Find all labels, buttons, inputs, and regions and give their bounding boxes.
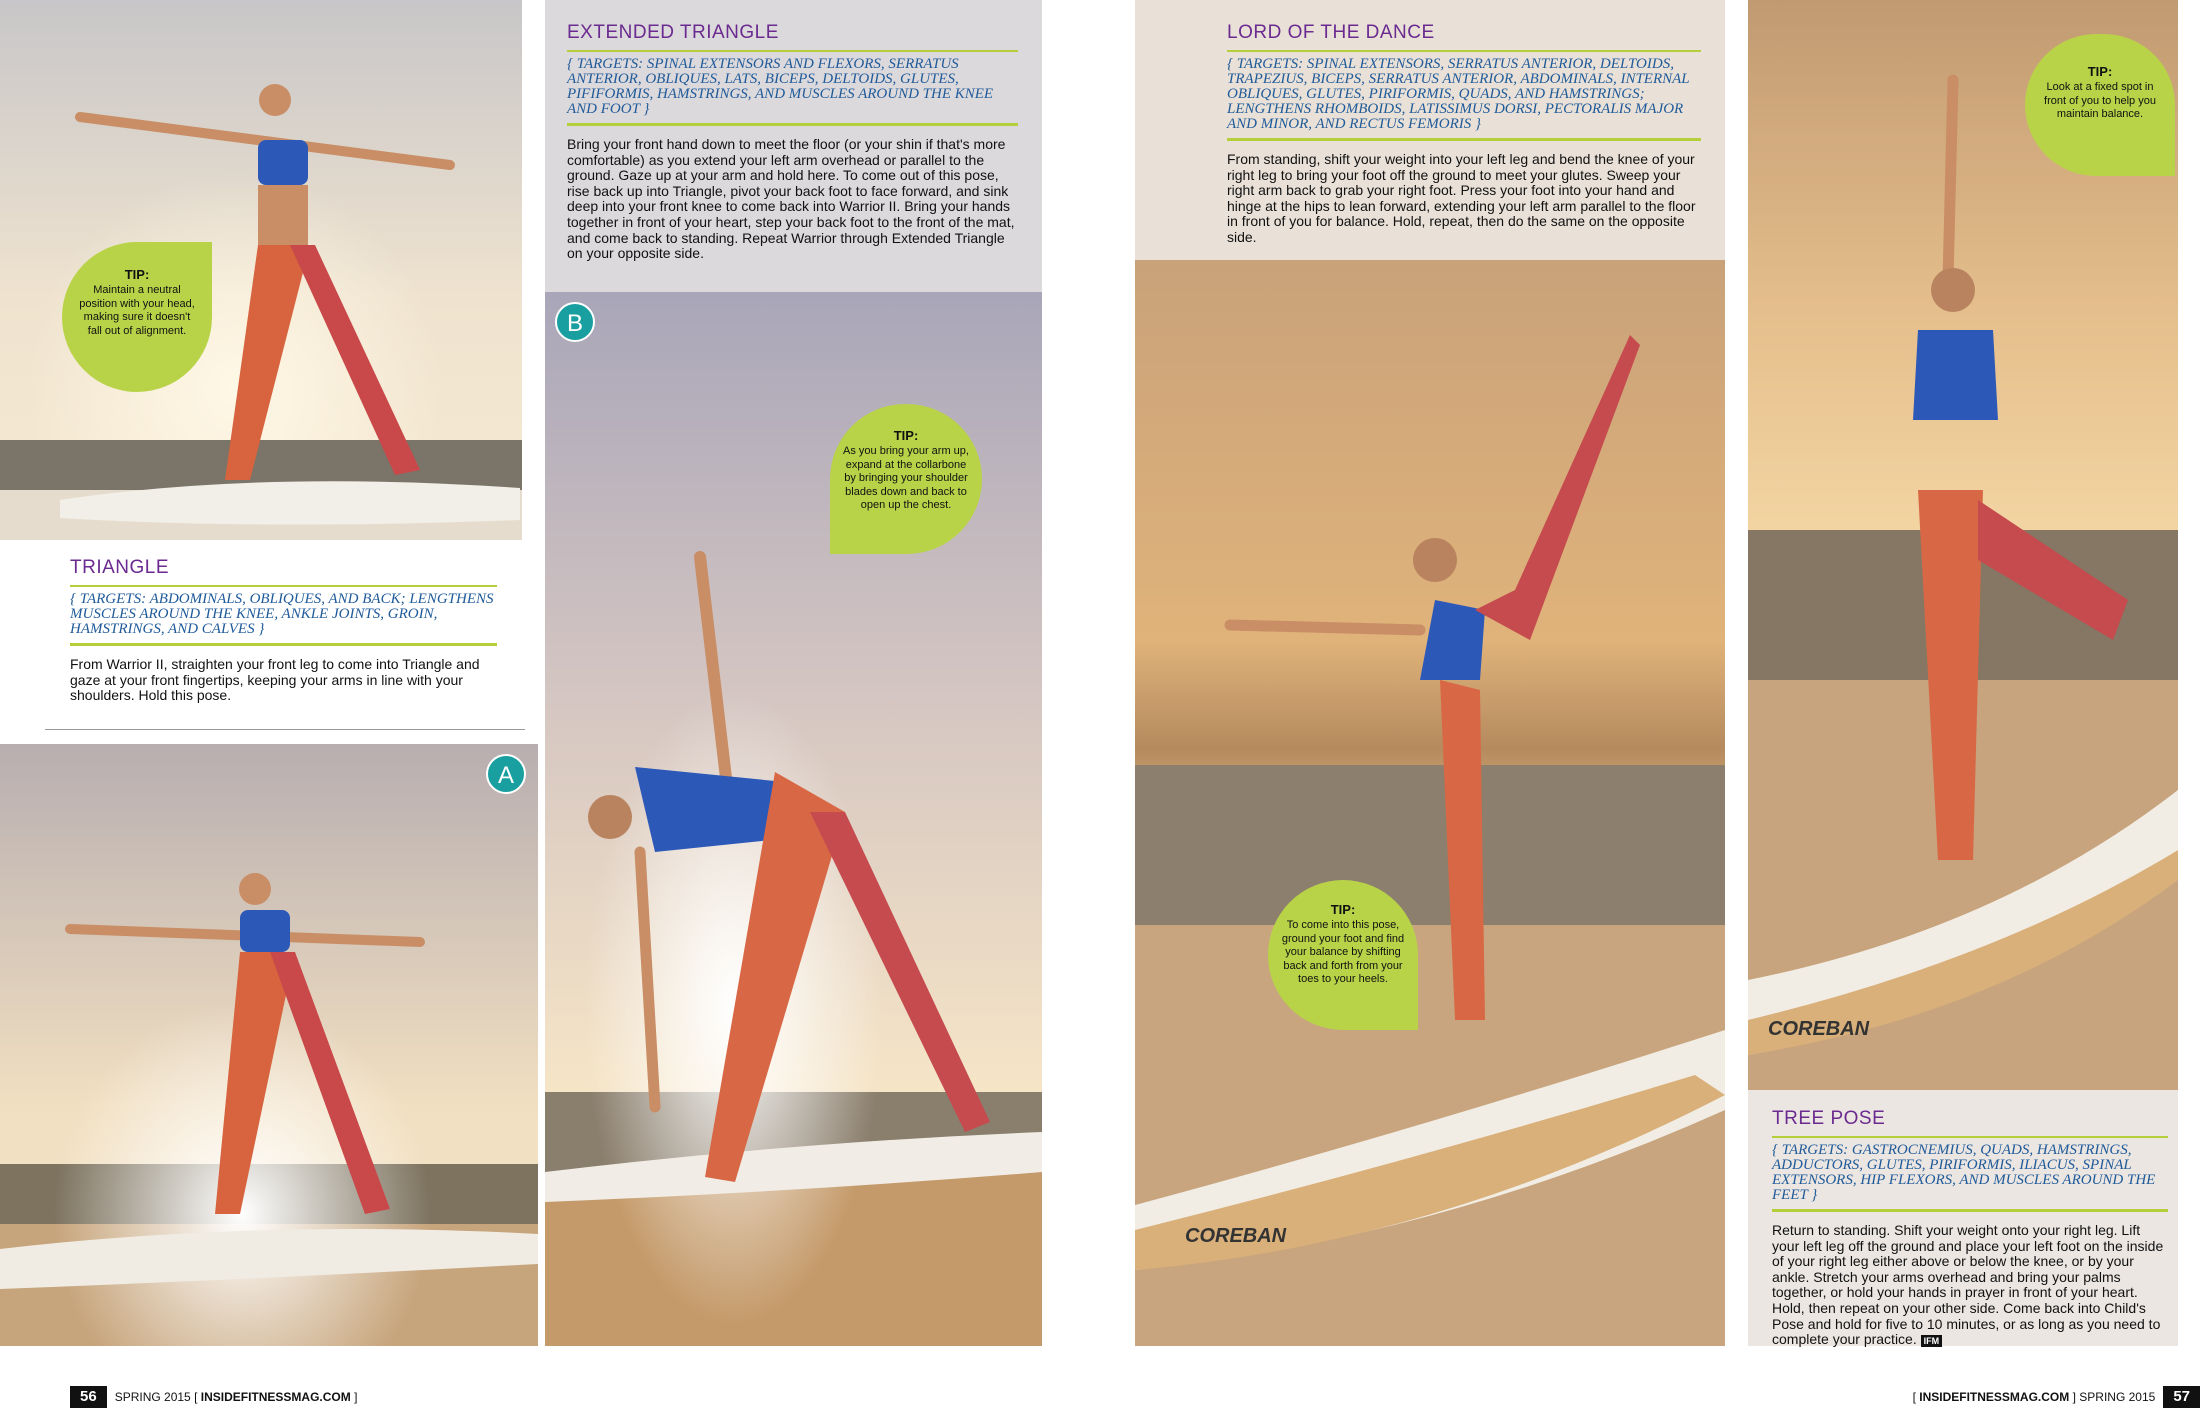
tree-pose-text-panel: [1748, 1090, 2178, 1346]
left-footer-issue: SPRING 2015: [114, 1390, 191, 1404]
triangle-panel-rule: [45, 729, 525, 730]
left-page-number: 56: [70, 1386, 107, 1408]
extended-triangle-targets: { TARGETS: SPINAL EXTENSORS AND FLEXORS, SERRATUS ANTERIOR, OBLIQUES, LATS, BICEPS, DELTOIDS, GLUTES, PIFIFORMIS, HAMSTRINGS, AND MUSCLES AROUND THE KNEE AND FOOT }: [567, 50, 1018, 126]
triangle-tip-text: Maintain a neutral position with your head, making sure it doesn't fall out of alignment.: [79, 284, 195, 337]
lord-of-the-dance-targets: { TARGETS: SPINAL EXTENSORS, SERRATUS ANTERIOR, DELTOIDS, TRAPEZIUS, BICEPS, SERRATUS ANTERIOR, ABDOMINALS, INTERNAL OBLIQUES, GLUTES, PIRIFORMIS, QUADS, AND HAMSTRINGS; LENGTHENS RHOMBOIDS, LATISSIMUS DORSI, PECTORALIS MAJOR AND MINOR, AND RECTUS FEMORIS }: [1227, 50, 1701, 141]
extended-triangle-title: EXTENDED TRIANGLE: [567, 22, 779, 43]
extended-triangle-tip-heading: TIP:: [893, 428, 919, 443]
right-footer-issue: SPRING 2015: [2079, 1390, 2156, 1404]
right-page-number: 57: [2163, 1386, 2200, 1408]
tree-pose-body: [1772, 1223, 2168, 1348]
badge-b: B: [555, 302, 595, 342]
right-footer-site: INSIDEFITNESSMAG.COM: [1919, 1390, 2070, 1404]
triangle-photo-a: [0, 744, 538, 1346]
tree-pose-tip-text: Look at a fixed spot in front of you to help you maintain balance.: [2044, 81, 2156, 120]
tree-pose-tip-heading: TIP:: [2087, 64, 2113, 79]
badge-a: A: [486, 754, 526, 794]
tree-pose-tip: [2025, 34, 2175, 176]
extended-triangle-tip-text: As you bring your arm up, expand at the collarbone by bringing your shoulder blades down and back to open up the chest.: [843, 445, 969, 511]
lord-of-the-dance-tip: [1268, 880, 1418, 1030]
tree-pose-title: TREE POSE: [1772, 1108, 1886, 1129]
triangle-title: TRIANGLE: [70, 557, 170, 578]
left-footer-site: INSIDEFITNESSMAG.COM: [200, 1390, 351, 1404]
extended-triangle-tip: [830, 404, 982, 554]
triangle-tip-heading: TIP:: [124, 267, 150, 282]
lord-of-the-dance-tip-heading: TIP:: [1330, 902, 1356, 917]
left-page-footer: [70, 1386, 365, 1408]
extended-triangle-body: Bring your front hand down to meet the floor (or your shin if that's more comfortable) as you extend your left arm overhead or parallel to the ground. Gaze up at your arm and hold here. To come out of this pose, rise back up into Triangle, pivot your back foot to face forward, and sink deep into your front knee to come back into Warrior II. Bring your hands together in front of your heart, step your back foot to the front of the mat, and come back to standing. Repeat Warrior through Extended Triangle on your opposite side.: [567, 136, 1015, 262]
lord-of-the-dance-tip-text: To come into this pose, ground your foot and find your balance by shifting back and forth from your toes to your heels.: [1281, 919, 1405, 985]
lord-of-the-dance-body: From standing, shift your weight into your left leg and bend the knee of your right leg to bring your foot off the ground to meet your glutes. Sweep your right arm back to grab your right foot. Press your foot into your hand and hinge at the hips to lean forward, extending your left arm parallel to the floor in front of you for balance. Hold, repeat, then do the same on the opposite side.: [1227, 151, 1696, 245]
ifm-end-mark: IFM: [1921, 1335, 1943, 1347]
tree-pose-targets: { TARGETS: GASTROCNEMIUS, QUADS, HAMSTRINGS, ADDUCTORS, GLUTES, PIRIFORMIS, ILIACUS, SPINAL EXTENSORS, HIP FLEXORS, AND MUSCLES AROUND THE FEET }: [1772, 1136, 2168, 1212]
lord-of-the-dance-text-panel: [1135, 0, 1725, 260]
triangle-text-panel: [0, 545, 522, 715]
extended-triangle-text-panel: [545, 0, 1042, 292]
right-footer-text: [ INSIDEFITNESSMAG.COM ] SPRING 2015: [1912, 1390, 2156, 1404]
board-brand-left: COREBAN: [1185, 1225, 1287, 1247]
right-page-footer: [1905, 1386, 2200, 1408]
board-brand-right: COREBAN: [1768, 1018, 1870, 1040]
lord-of-the-dance-photo: [1135, 260, 1725, 1346]
triangle-targets: { TARGETS: ABDOMINALS, OBLIQUES, AND BACK; LENGTHENS MUSCLES AROUND THE KNEE, ANKLE JOINTS, GROIN, HAMSTRINGS, AND CALVES }: [70, 585, 497, 646]
triangle-tip: [62, 242, 212, 392]
tree-pose-body-text: Return to standing. Shift your weight onto your right leg. Lift your left leg off the ground and place your left foot on the inside of your right leg either above or below the knee, or by your ankle. Stretch your arms overhead and bring your palms together, or hold your hands in prayer in front of your heart. Hold, then repeat on your other side. Come back into Child's Pose and hold for five to 10 minutes, or as long as you need to complete your practice.: [1772, 1222, 2164, 1348]
lord-of-the-dance-title: LORD OF THE DANCE: [1227, 22, 1435, 43]
triangle-body: From Warrior II, straighten your front leg to come into Triangle and gaze at your front fingertips, keeping your arms in line with your shoulders. Hold this pose.: [70, 656, 480, 704]
left-footer-text: SPRING 2015 [ INSIDEFITNESSMAG.COM ]: [114, 1390, 358, 1404]
